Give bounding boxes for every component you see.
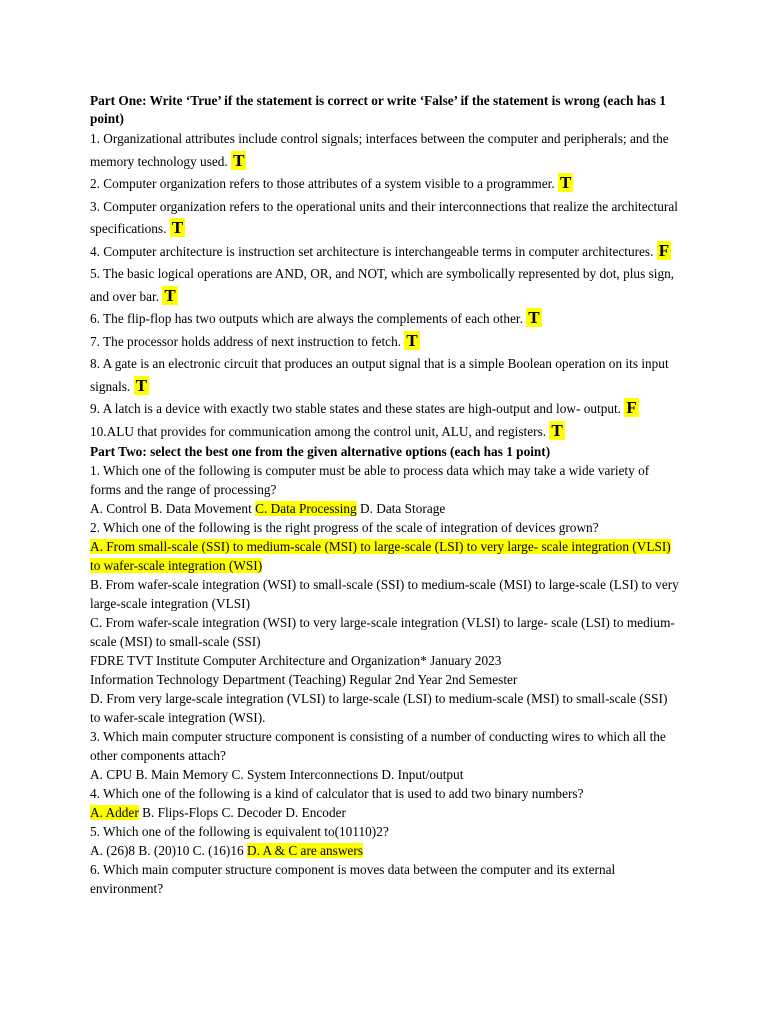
answer-badge: T <box>406 330 418 350</box>
part1-item-8: 8. A gate is an electronic circuit that produces an output signal that is a simple Boolean operation on its input signals. T <box>90 356 669 395</box>
answer-badge: T <box>528 308 540 327</box>
answer-badge: T <box>135 375 147 395</box>
answer-badge: F <box>658 240 670 260</box>
part1-item-6: 6. The flip-flop has two outputs which are always the complements of each other. T <box>90 308 540 327</box>
q2-option-c: C. From wafer-scale integration (WSI) to very large-scale integration (VLSI) to large- scale (LSI) to medium-scale (MSI) to small-scale (SSI) <box>90 615 675 649</box>
answer-badge: T <box>164 285 176 305</box>
part1-item-7: 7. The processor holds address of next instruction to fetch. T <box>90 330 418 350</box>
q2-option-d: D. From very large-scale integration (VLSI) to large-scale (LSI) to medium-scale (MSI) to small-scale (SSI) to wafer-scale integration (WSI). <box>90 691 668 725</box>
answer-badge: T <box>233 150 245 170</box>
q2-option-a <box>90 537 680 575</box>
q4-options: A. Adder B. Flips-Flops C. Decoder D. Encoder <box>90 805 346 820</box>
q3-text: 3. Which main computer structure component is consisting of a number of conducting wires to which all the other components attach? <box>90 729 666 763</box>
document-header-line-2: Information Technology Department (Teaching) Regular 2nd Year 2nd Semester <box>90 672 518 687</box>
part1-item-1: 1. Organizational attributes include control signals; interfaces between the computer and peripherals; and the memory technology used. T <box>90 131 669 170</box>
q1-text: 1. Which one of the following is computer must be able to process data which may take a wide variety of forms and the range of processing? <box>90 463 650 497</box>
answer-badge: T <box>171 218 184 237</box>
q6-text: 6. Which main computer structure component is moves data between the computer and its external environment? <box>90 862 616 896</box>
q1-options: A. Control B. Data Movement C. Data Processing D. Data Storage <box>90 501 446 516</box>
part-one-heading: Part One: Write ‘True’ if the statement is correct or write ‘False’ if the statement is wrong (each has 1 point) <box>90 93 666 126</box>
part1-item-9: 9. A latch is a device with exactly two stable states and these states are high-output and low- output. F <box>90 398 637 417</box>
part1-item-2: 2. Computer organization refers to those attributes of a system visible to a programmer. T <box>90 173 572 192</box>
highlighted-answer: A. Adder <box>90 805 139 820</box>
highlighted-answer: C. Data Processing <box>255 501 357 516</box>
highlighted-answer: D. A & C are answers <box>246 843 363 858</box>
q4-text: 4. Which one of the following is a kind of calculator that is used to add two binary numbers? <box>90 786 584 801</box>
q5-options: A. (26)8 B. (20)10 C. (16)16 D. A & C are answers <box>90 843 363 858</box>
answer-badge: T <box>551 420 563 440</box>
answer-badge: F <box>626 398 637 417</box>
part1-item-10: 10.ALU that provides for communication among the control unit, ALU, and registers. T <box>90 420 563 440</box>
highlighted-answer: A. From small-scale (SSI) to medium-scale (MSI) to large-scale (LSI) to very large- scale integration (VLSI) to wafer-scale integration (WSI) <box>90 539 671 573</box>
part1-item-3: 3. Computer organization refers to the operational units and their interconnections that realize the architectural specifications. T <box>90 198 678 237</box>
q3-options: A. CPU B. Main Memory C. System Interconnections D. Input/output <box>90 767 464 782</box>
q2-option-b: B. From wafer-scale integration (WSI) to small-scale (SSI) to medium-scale (MSI) to large-scale (LSI) to very large-scale integration (VLSI) <box>90 577 679 611</box>
q2-text: 2. Which one of the following is the right progress of the scale of integration of devices grown? <box>90 520 599 535</box>
document-header-line-1: FDRE TVT Institute Computer Architecture and Organization* January 2023 <box>90 653 502 668</box>
part1-item-5: 5. The basic logical operations are AND, OR, and NOT, which are symbolically represented by dot, plus sign, and over bar. T <box>90 266 675 305</box>
part-two-heading: Part Two: select the best one from the given alternative options (each has 1 point) <box>90 444 551 459</box>
part1-item-4: 4. Computer architecture is instruction set architecture is interchangeable terms in computer architectures. F <box>90 240 670 260</box>
q5-text: 5. Which one of the following is equivalent to(10110)2? <box>90 824 389 839</box>
exam-document <box>90 92 680 898</box>
answer-badge: T <box>560 173 572 192</box>
